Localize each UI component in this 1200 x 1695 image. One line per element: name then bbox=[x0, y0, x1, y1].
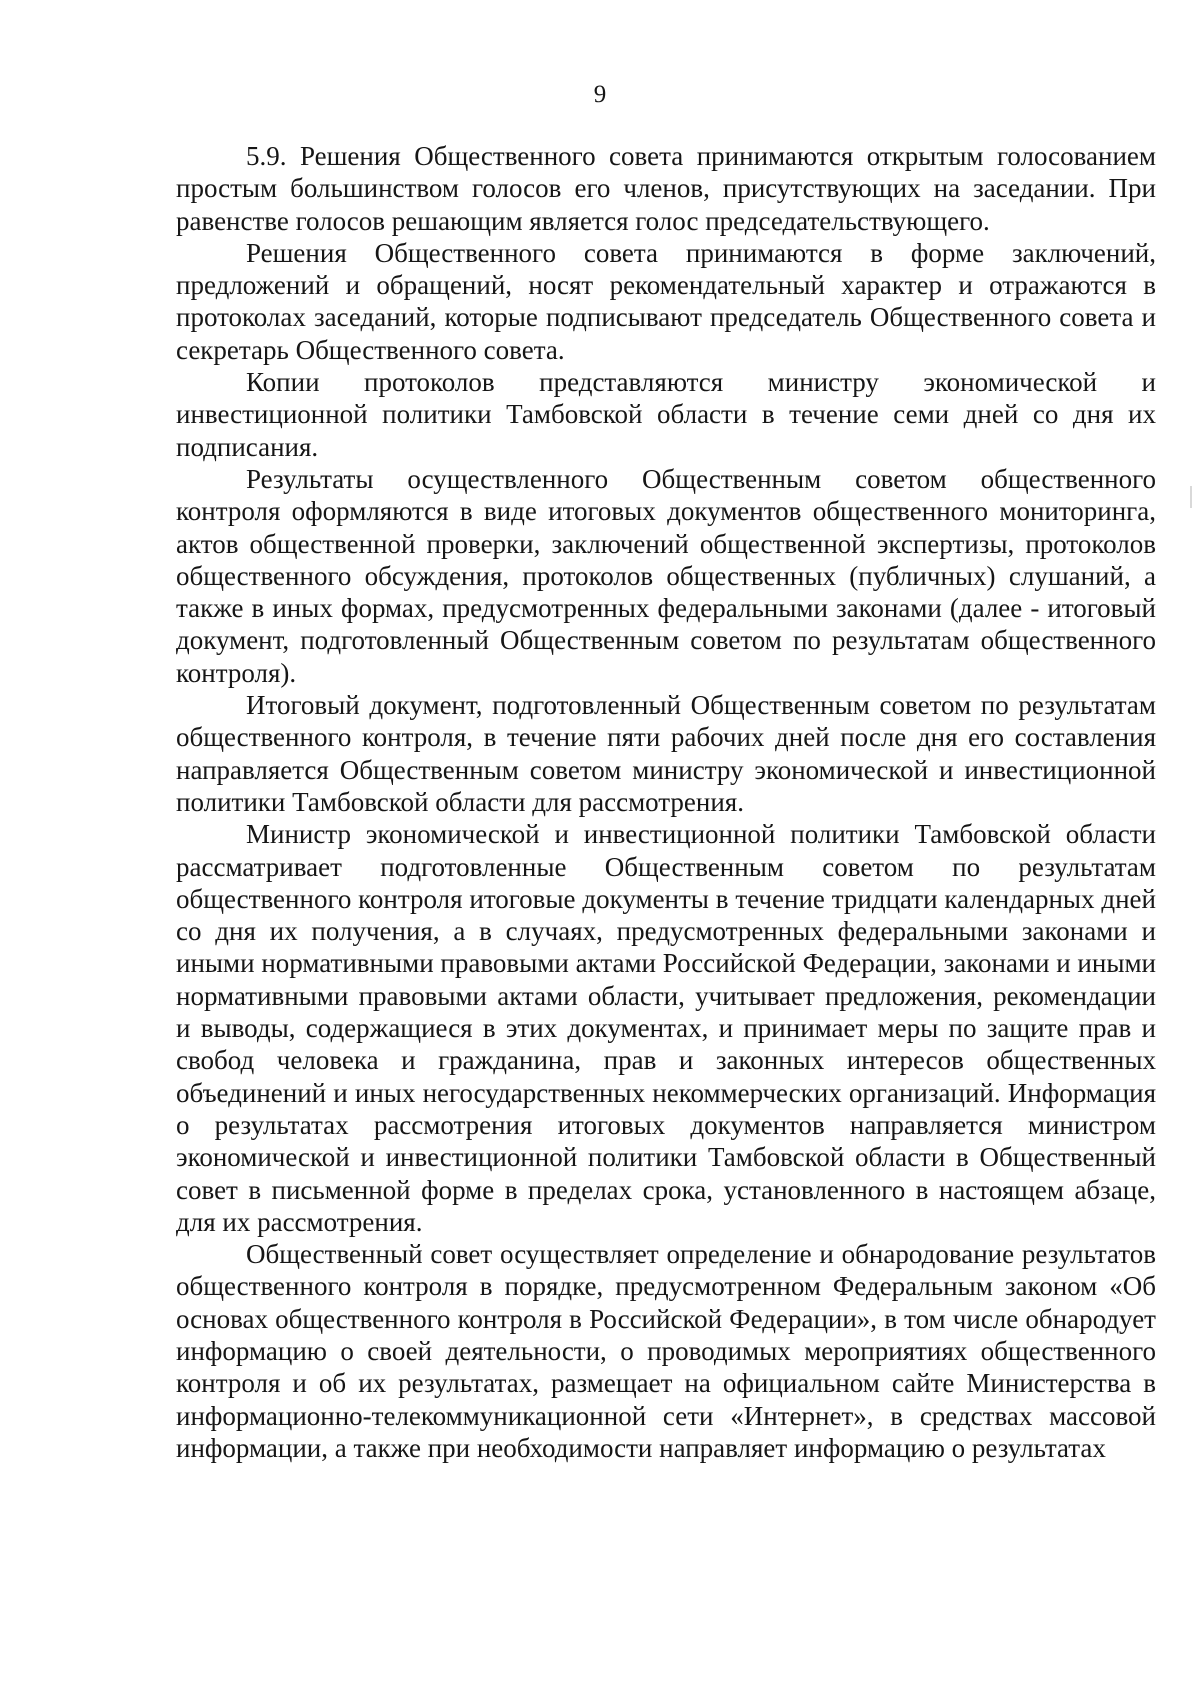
paragraph-protocol-copies: Копии протоколов представляются министру экономической и инвестиционной политики Тамбовской области в течение семи дней со дня их подписания. bbox=[176, 367, 1156, 462]
paragraph-decisions-form: Решения Общественного совета принимаются в форме заключений, предложений и обращений, носят рекомендательный характер и отражаются в протоколах заседаний, которые подписывают председатель Общественного совета и секретарь Общественного совета. bbox=[176, 237, 1156, 365]
paragraph-control-results: Результаты осуществленного Общественным советом общественного контроля оформляются в виде итоговых документов общественного мониторинга, актов общественной проверки, заключений общественной экспертизы, протоколов общественного обсуждения, протоколов общественных (публичных) слушаний, а также в иных формах, предусмотренных федеральными законами (далее - итоговый документ, подготовленный Общественным советом по результатам общественного контроля). bbox=[176, 463, 1156, 688]
paragraph-final-document: Итоговый документ, подготовленный Общественным советом по результатам общественного контроля, в течение пяти рабочих дней после дня его составления направляется Общественным советом министру экономической и инвестиционной политики Тамбовской области для рассмотрения. bbox=[176, 690, 1156, 817]
document-body bbox=[176, 140, 1156, 1464]
paragraph-decisions-voting: 5.9. Решения Общественного совета принимаются открытым голосованием простым большинством голосов его членов, присутствующих на заседании. При равенстве голосов решающим является голос председательствующего. bbox=[176, 141, 1156, 236]
paragraph-minister-review: Министр экономической и инвестиционной политики Тамбовской области рассматривает подготовленные Общественным советом по результатам общественного контроля итоговые документы в течение тридцати календарных дней со дня их получения, а в случаях, предусмотренных федеральными законами и иными нормативными правовыми актами Российской Федерации, законами и иными нормативными правовыми актами области, учитывает предложения, рекомендации и выводы, содержащиеся в этих документах, и принимает меры по защите прав и свобод человека и гражданина, прав и законных интересов общественных объединений и иных негосударственных некоммерческих организаций. Информация о результатах рассмотрения итоговых документов направляется министром экономической и инвестиционной политики Тамбовской области в Общественный совет в письменной форме в пределах срока, установленного в настоящем абзаце, для их рассмотрения. bbox=[176, 819, 1156, 1237]
scan-artifact bbox=[1190, 486, 1192, 508]
page-number: 9 bbox=[593, 81, 607, 108]
paragraph-publication: Общественный совет осуществляет определение и обнародование результатов общественного контроля в порядке, предусмотренном Федеральным законом «Об основах общественного контроля в Российской Федерации», в том числе обнародует информацию о своей деятельности, о проводимых мероприятиях общественного контроля и об их результатах, размещает на официальном сайте Министерства в информационно-телекоммуникационной сети «Интернет», в средствах массовой информации, а также при необходимости направляет информацию о результатах bbox=[176, 1239, 1156, 1463]
